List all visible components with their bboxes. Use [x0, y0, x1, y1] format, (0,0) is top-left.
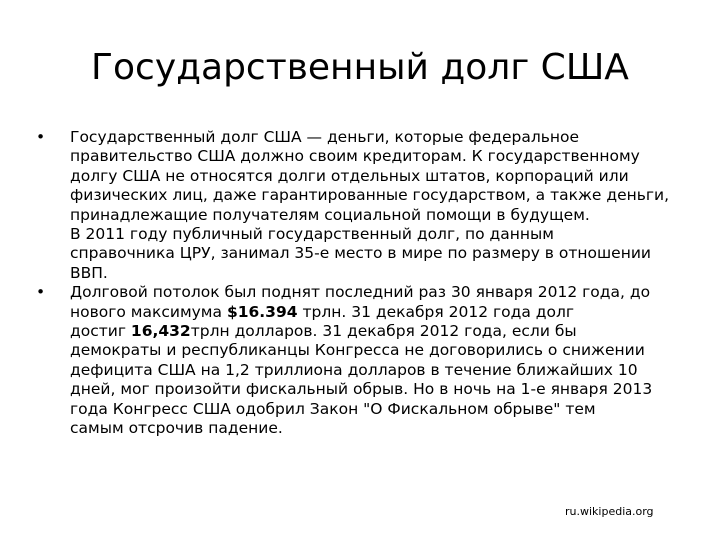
source-caption: ru.wikipedia.org — [565, 505, 654, 518]
slide-title: Государственный долг США — [91, 47, 629, 88]
bullet-text-line — [70, 322, 686, 341]
debt-ceiling-value: $16.394 — [226, 302, 298, 321]
bullet-text-line: правительство США должно своим кредиторам. К государственному — [70, 147, 640, 166]
bullet-marker: • — [36, 283, 46, 302]
debt-reached-value: 16,432 — [130, 322, 191, 341]
bullet-marker: • — [36, 128, 46, 146]
bullet-text-line: В 2011 году публичный государственный долг, по данным — [70, 225, 554, 244]
bullet-text-line: года Конгресс США одобрил Закон "О Фискальном обрыве" тем — [70, 399, 596, 418]
bullet-text-line: принадлежащие получателям социальной помощи в будущем. — [70, 205, 590, 224]
bullet-text-line: физических лиц, даже гарантированные государством, а также деньги, — [70, 186, 670, 205]
bullet-text-line: самым отсрочив падение. — [70, 419, 283, 438]
bullet-item-definition — [36, 128, 686, 283]
text-fragment: трлн. 31 декабря 2012 года долг — [297, 302, 575, 321]
bullet-text-line: демократы и республиканцы Конгресса не договорились о снижении — [70, 341, 645, 360]
bullet-list — [36, 128, 686, 439]
text-fragment: трлн долларов. 31 декабря 2012 года, если бы — [190, 322, 577, 341]
bullet-text-line: Государственный долг США — деньги, которые федеральное — [70, 128, 580, 146]
bullet-item-debt-ceiling — [36, 283, 686, 438]
bullet-text-line: Долговой потолок был поднят последний раз 30 января 2012 года, до — [70, 283, 651, 302]
bullet-text-line: дней, мог произойти фискальный обрыв. Но в ночь на 1-е января 2013 — [70, 380, 653, 399]
bullet-text-line: дефицита США на 1,2 триллиона долларов в течение ближайших 10 — [70, 360, 638, 379]
bullet-text-line: справочника ЦРУ, занимал 35-е место в мире по размеру в отношении — [70, 244, 652, 263]
bullet-text-line — [70, 303, 686, 322]
text-fragment: достиг — [70, 322, 131, 341]
bullet-text-line: долгу США не относятся долги отдельных штатов, корпораций или — [70, 166, 629, 185]
text-fragment: нового максимума — [70, 302, 227, 321]
bullet-text-line: ВВП. — [70, 263, 108, 282]
